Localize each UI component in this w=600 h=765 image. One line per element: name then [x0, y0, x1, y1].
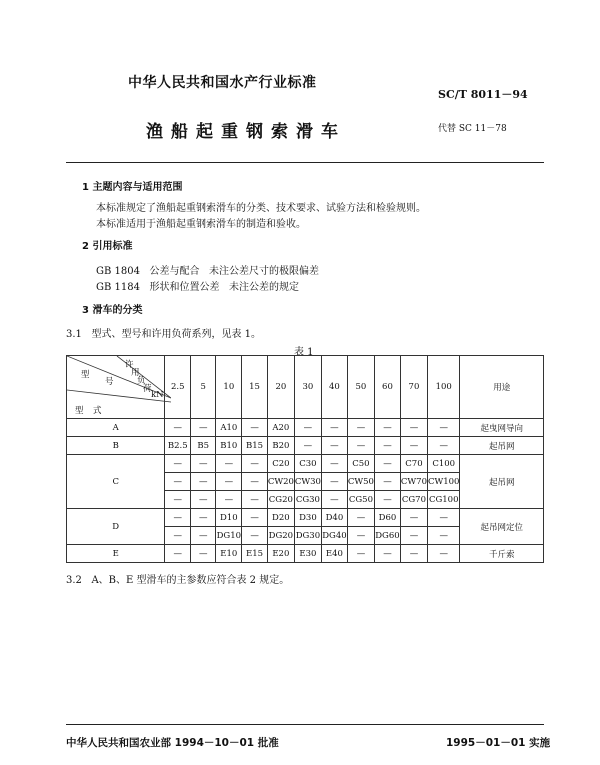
model-cell: — — [294, 437, 321, 455]
model-cell: C70 — [400, 455, 427, 473]
model-cell: — — [400, 509, 427, 527]
model-cell: — — [242, 527, 268, 545]
section-3-1-text: 3.1 型式、型号和许用负荷系列，见表 1。 — [66, 329, 261, 340]
model-cell: — — [347, 437, 374, 455]
table-row — [67, 455, 544, 473]
load-header-cell: 30 — [294, 356, 321, 419]
corner-label-he: 荷 — [143, 384, 152, 394]
model-cell: — — [321, 491, 347, 509]
model-cell: — — [374, 419, 400, 437]
document-title: 渔船起重钢索滑车 — [146, 122, 346, 142]
type-cell: E — [67, 545, 165, 563]
model-cell: A10 — [216, 419, 242, 437]
model-cell: E20 — [267, 545, 294, 563]
model-cell: — — [347, 527, 374, 545]
model-cell: CW20 — [267, 473, 294, 491]
model-cell: — — [242, 419, 268, 437]
model-cell: — — [165, 509, 191, 527]
model-cell: — — [216, 473, 242, 491]
section-1-title: 1 主题内容与适用范围 — [82, 182, 183, 193]
model-cell: E40 — [321, 545, 347, 563]
model-cell: CG50 — [347, 491, 374, 509]
model-cell: — — [427, 437, 459, 455]
model-cell: — — [216, 455, 242, 473]
model-cell: — — [242, 455, 268, 473]
load-header-cell: 60 — [374, 356, 400, 419]
table-row — [67, 545, 544, 563]
table-corner-cell — [67, 356, 165, 419]
model-cell: D60 — [374, 509, 400, 527]
section-3-title: 3 滑车的分类 — [82, 305, 143, 316]
table-caption: 表 1 — [294, 347, 314, 358]
type-cell: C — [67, 455, 165, 509]
model-cell: — — [374, 437, 400, 455]
model-cell: — — [242, 491, 268, 509]
model-cell: CG100 — [427, 491, 459, 509]
corner-label-xing2: 型 — [75, 406, 84, 416]
load-header-cell: 20 — [267, 356, 294, 419]
model-cell: — — [321, 473, 347, 491]
load-header-cell: 5 — [191, 356, 216, 419]
model-cell: — — [191, 527, 216, 545]
model-cell: — — [347, 545, 374, 563]
table-row — [67, 437, 544, 455]
type-cell: A — [67, 419, 165, 437]
model-cell: CW70 — [400, 473, 427, 491]
model-cell: B15 — [242, 437, 268, 455]
section-2-title: 2 引用标准 — [82, 241, 133, 252]
table-header-row — [67, 356, 544, 419]
reference-gb1184: GB 1184 形状和位置公差 未注公差的规定 — [96, 282, 300, 293]
approval-info: 中华人民共和国农业部 1994－10－01 批准 — [66, 737, 279, 749]
model-cell: D40 — [321, 509, 347, 527]
corner-label-shi: 式 — [93, 406, 102, 416]
usage-cell: 起吊网定位 — [460, 509, 544, 545]
reference-gb1804: GB 1804 公差与配合 未注公差尺寸的极限偏差 — [96, 266, 320, 277]
model-cell: — — [165, 527, 191, 545]
model-cell: CG30 — [294, 491, 321, 509]
model-cell: — — [165, 545, 191, 563]
corner-label-xing: 型 — [81, 370, 90, 380]
load-header-cell: 40 — [321, 356, 347, 419]
model-cell: D10 — [216, 509, 242, 527]
model-cell: DG60 — [374, 527, 400, 545]
model-cell: — — [321, 455, 347, 473]
model-cell: B2.5 — [165, 437, 191, 455]
model-cell: CW100 — [427, 473, 459, 491]
model-cell: — — [427, 509, 459, 527]
section-3-2-text: 3.2 A、B、E 型滑车的主参数应符合表 2 规定。 — [66, 575, 290, 586]
corner-label-yong: 用 — [131, 368, 140, 378]
model-cell: — — [400, 545, 427, 563]
model-cell: — — [191, 545, 216, 563]
model-cell: — — [374, 491, 400, 509]
model-cell: — — [427, 545, 459, 563]
table-row — [67, 509, 544, 527]
load-header-cell: 50 — [347, 356, 374, 419]
model-cell: — — [191, 455, 216, 473]
model-cell: B10 — [216, 437, 242, 455]
header-divider — [66, 162, 544, 163]
corner-label-xu: 许 — [125, 360, 134, 370]
model-cell: — — [374, 473, 400, 491]
model-cell: — — [321, 419, 347, 437]
load-header-cell: 100 — [427, 356, 459, 419]
model-cell: — — [427, 527, 459, 545]
model-cell: CG70 — [400, 491, 427, 509]
load-header-cell: 15 — [242, 356, 268, 419]
model-cell: — — [427, 419, 459, 437]
usage-cell: 千斤索 — [460, 545, 544, 563]
model-cell: DG30 — [294, 527, 321, 545]
model-cell: — — [347, 419, 374, 437]
model-cell: — — [165, 473, 191, 491]
model-cell: B20 — [267, 437, 294, 455]
model-cell: CG20 — [267, 491, 294, 509]
usage-header-cell: 用途 — [460, 356, 544, 419]
model-cell: C20 — [267, 455, 294, 473]
model-cell: — — [191, 509, 216, 527]
model-cell: B5 — [191, 437, 216, 455]
usage-cell: 起吊网 — [460, 455, 544, 509]
model-cell: — — [165, 419, 191, 437]
type-cell: B — [67, 437, 165, 455]
section-1-paragraph-1: 本标准规定了渔船起重钢索滑车的分类、技术要求、试验方法和检验规则。 — [96, 203, 426, 214]
model-cell: DG40 — [321, 527, 347, 545]
model-cell: — — [165, 455, 191, 473]
standard-code: SC/T 8011－94 — [438, 88, 528, 101]
corner-label-hao: 号 — [105, 377, 114, 387]
effective-date: 1995－01－01 实施 — [446, 737, 551, 749]
model-cell: CW50 — [347, 473, 374, 491]
model-cell: — — [374, 545, 400, 563]
usage-cell: 起吊网 — [460, 437, 544, 455]
model-cell: E10 — [216, 545, 242, 563]
usage-cell: 起曳网导向 — [460, 419, 544, 437]
model-cell: — — [216, 491, 242, 509]
section-1-paragraph-2: 本标准适用于渔船起重钢索滑车的制造和验收。 — [96, 219, 306, 230]
replaces-note: 代替 SC 11－78 — [438, 124, 507, 134]
model-cell: — — [374, 455, 400, 473]
model-cell: — — [400, 437, 427, 455]
table-row — [67, 419, 544, 437]
model-cell: — — [242, 509, 268, 527]
model-cell: C100 — [427, 455, 459, 473]
model-cell: D30 — [294, 509, 321, 527]
model-cell: — — [347, 509, 374, 527]
model-cell: A20 — [267, 419, 294, 437]
standard-organization: 中华人民共和国水产行业标准 — [128, 75, 317, 91]
corner-label-fu: 负 — [137, 376, 146, 386]
type-cell: D — [67, 509, 165, 545]
model-cell: DG20 — [267, 527, 294, 545]
model-cell: — — [400, 419, 427, 437]
load-header-cell: 70 — [400, 356, 427, 419]
model-cell: C50 — [347, 455, 374, 473]
load-header-cell: 10 — [216, 356, 242, 419]
model-cell: DG10 — [216, 527, 242, 545]
load-header-cell: 2.5 — [165, 356, 191, 419]
corner-label-unit: kN — [151, 390, 164, 400]
model-cell: — — [191, 491, 216, 509]
model-cell: — — [400, 527, 427, 545]
model-cell: — — [191, 473, 216, 491]
model-cell: — — [294, 419, 321, 437]
footer-divider — [66, 724, 544, 725]
model-cell: CW30 — [294, 473, 321, 491]
model-cell: — — [165, 491, 191, 509]
load-series-table — [66, 355, 544, 563]
model-cell: E30 — [294, 545, 321, 563]
model-cell: C30 — [294, 455, 321, 473]
model-cell: — — [321, 437, 347, 455]
model-cell: E15 — [242, 545, 268, 563]
model-cell: D20 — [267, 509, 294, 527]
model-cell: — — [191, 419, 216, 437]
model-cell: — — [242, 473, 268, 491]
